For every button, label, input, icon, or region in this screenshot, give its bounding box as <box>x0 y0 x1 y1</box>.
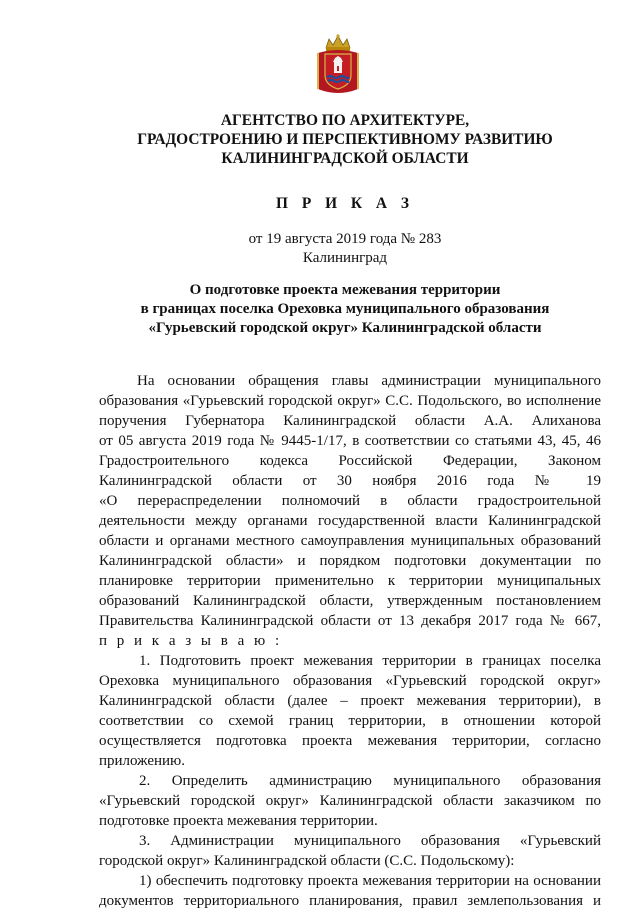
order-city: Калининград <box>302 250 388 266</box>
agency-line-1: АГЕНТСТВО ПО АРХИТЕКТУРЕ, <box>220 112 470 129</box>
subject-line-1: О подготовке проекта межевания территории <box>189 282 501 298</box>
body-line: образования «Гурьевский городской округ» С.С. Подольского, во исполнение <box>99 393 601 409</box>
agency-name <box>60 111 630 168</box>
agency-line-3: КАЛИНИНГРАДСКОЙ ОБЛАСТИ <box>221 150 469 167</box>
body-line: городской округ» Калининградской области (С.С. Подольскому): <box>99 853 515 869</box>
body-line: Ореховка муниципального образования «Гурьевский городской округ» <box>99 673 601 689</box>
body-line: подготовке проекта межевания территории. <box>99 813 378 829</box>
body-line: осуществляется подготовка проекта межевания территории, согласно <box>99 733 601 749</box>
body-line: Калининградской области» и порядком подготовки документации по <box>99 553 601 569</box>
body-line: Калининградской области (далее – проект межевания территории), в <box>99 693 601 709</box>
body-line: 3. Администрации муниципального образования «Гурьевский <box>139 833 601 849</box>
body-line: 2. Определить администрацию муниципального образования <box>139 773 601 789</box>
agency-line-2: ГРАДОСТРОЕНИЮ И ПЕРСПЕКТИВНОМУ РАЗВИТИЮ <box>137 131 553 148</box>
body-line: Градостроительного кодекса Российской Федерации, Законом <box>99 453 601 469</box>
body-line: деятельности между органами государственной власти Калининградской <box>99 513 601 529</box>
body-line: образований Калининградской области, утвержденным постановлением <box>99 593 601 609</box>
body-line: 1) обеспечить подготовку проекта межевания территории на основании <box>139 873 601 889</box>
date-number-block <box>60 230 630 268</box>
body-line: На основании обращения главы администрации муниципального <box>137 373 601 389</box>
body-line: планировке территории применительно к территории муниципальных <box>99 573 601 589</box>
body-line: от 05 августа 2019 года № 9445-1/17, в соответствии со статьями 43, 45, 46 <box>99 433 601 449</box>
body-line: документов территориального планирования, правил землепользования и <box>99 893 601 909</box>
subject-line-3: «Гурьевский городской округ» Калининградской области <box>148 320 542 336</box>
body-line: Калининградской области от 30 ноября 2016 года № 19 <box>99 473 601 489</box>
body-line: соответствии со схемой границ территории, в отношении которой <box>99 713 601 729</box>
document-type: П Р И К А З <box>276 195 414 212</box>
subject-line-2: в границах поселка Ореховка муниципального образования <box>140 301 550 317</box>
coat-of-arms-icon <box>315 33 361 95</box>
order-subject <box>60 281 630 338</box>
order-body <box>99 371 601 911</box>
body-line: приложению. <box>99 753 186 769</box>
body-line: 1. Подготовить проект межевания территории в границах поселка <box>139 653 601 669</box>
body-line: области и органами местного самоуправления муниципальных образований <box>99 533 601 549</box>
decree-word: п р и к а з ы в а ю : <box>99 633 283 649</box>
body-line: Правительства Калининградской области от 13 декабря 2017 года № 667, <box>99 613 601 629</box>
body-line: «Гурьевский городской округ» Калининградской области заказчиком по <box>99 793 601 809</box>
body-line: поручения Губернатора Калининградской области А.А. Алиханова <box>99 413 601 429</box>
order-date-number: от 19 августа 2019 года № 283 <box>248 231 442 247</box>
body-line: «О перераспределении полномочий в области градостроительной <box>99 493 601 509</box>
